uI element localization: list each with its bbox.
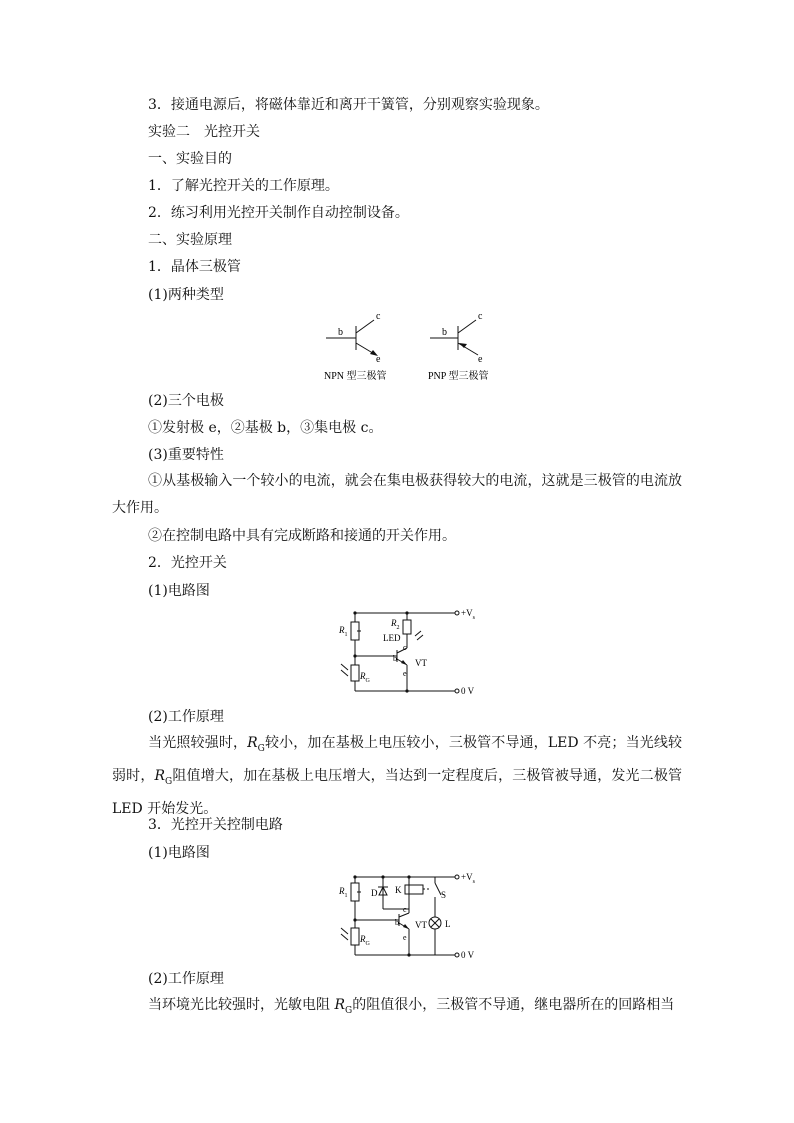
paragraph: 当光照较强时，$R_G$较小，加在基极上电压较小，三极管不导通，LED 不亮；当光线较弱时，$R_G$阻值增大，加在基极上电压增大，当达到一定程度后，三极管被导通，发光二极管 LED 开始发光。 xyxy=(112,735,683,817)
zero-volt-label: 0 V xyxy=(461,950,475,960)
paragraph: 当环境光比较强时，光敏电阻 $R_G$的阻值很小，三极管不导通，继电器所在的回路相当 xyxy=(148,997,675,1016)
pnp-e-label: e xyxy=(478,354,483,365)
text-line: 1．了解光控开关的工作原理。 xyxy=(148,178,339,194)
text-line: (1)电路图 xyxy=(148,583,210,599)
r1-label: $R_1$ xyxy=(339,886,348,899)
npn-caption: NPN 型三极管 xyxy=(324,371,387,382)
rg-resistor xyxy=(351,928,359,945)
c-label: c xyxy=(403,905,407,914)
text-line: ①发射极 e，②基极 b，③集电极 c。 xyxy=(148,420,383,436)
led-label: LED xyxy=(383,633,401,643)
transistor-types-figure xyxy=(318,306,508,386)
pnp-symbol xyxy=(430,320,478,355)
light-switch-circuit-figure xyxy=(335,600,495,700)
c-label: c xyxy=(403,643,407,652)
e-label: e xyxy=(403,933,407,942)
vt-label: VT xyxy=(415,658,427,668)
subsection-heading: 2．光控开关 xyxy=(148,555,227,571)
text-line: (1)两种类型 xyxy=(148,287,224,303)
text-line: 2．练习利用光控开关制作自动控制设备。 xyxy=(148,205,409,221)
text-line: 3．接通电源后，将磁体靠近和离开干簧管，分别观察实验现象。 xyxy=(148,97,549,113)
d-label: D xyxy=(371,888,378,898)
vt-label: VT xyxy=(415,920,427,930)
l-label: L xyxy=(445,919,451,929)
b-label: b xyxy=(393,654,397,663)
npn-c-label: c xyxy=(376,311,381,322)
paragraph: ①从基极输入一个较小的电流，就会在集电极获得较大的电流，这就是三极管的电流放大作用。 xyxy=(112,473,682,516)
section-heading: 二、实验原理 xyxy=(148,232,232,248)
text-line: (2)工作原理 xyxy=(148,709,224,725)
vs-label: $+V_s$ xyxy=(461,872,475,885)
text-line: (2)工作原理 xyxy=(148,971,224,987)
vt-emitter-arrow xyxy=(401,660,407,665)
b-label: b xyxy=(395,918,399,927)
k-label: K xyxy=(395,885,402,895)
section-heading: 一、实验目的 xyxy=(148,151,232,167)
npn-b-label: b xyxy=(338,327,343,338)
npn-symbol xyxy=(326,320,376,355)
subsection-heading: 1．晶体三极管 xyxy=(148,259,241,275)
pnp-b-label: b xyxy=(442,327,447,338)
e-label: e xyxy=(403,669,407,678)
vs-label: $+V_s$ xyxy=(461,608,475,621)
text-line: (2)三个电极 xyxy=(148,393,224,409)
light-switch-control-circuit-figure xyxy=(335,865,495,965)
subsection-heading: 3．光控开关控制电路 xyxy=(148,817,283,833)
zero-volt-label: 0 V xyxy=(461,686,475,696)
pnp-c-label: c xyxy=(478,311,483,322)
r2-label: $R_2$ xyxy=(391,618,400,631)
section-heading: 实验二 光控开关 xyxy=(148,124,260,140)
s-label: S xyxy=(441,890,447,900)
rg-label: $R_G$ xyxy=(360,934,370,947)
pnp-caption: PNP 型三极管 xyxy=(428,371,489,382)
rg-label: $R_G$ xyxy=(360,671,370,684)
relay-coil xyxy=(405,885,423,894)
r1-label: $R_1$ xyxy=(339,625,348,638)
rg-resistor xyxy=(351,665,359,681)
text-line: (3)重要特性 xyxy=(148,447,224,463)
text-line: ②在控制电路中具有完成断路和接通的开关作用。 xyxy=(148,528,456,544)
npn-e-label: e xyxy=(376,354,381,365)
r2-resistor xyxy=(403,620,411,634)
text-line: (1)电路图 xyxy=(148,845,210,861)
